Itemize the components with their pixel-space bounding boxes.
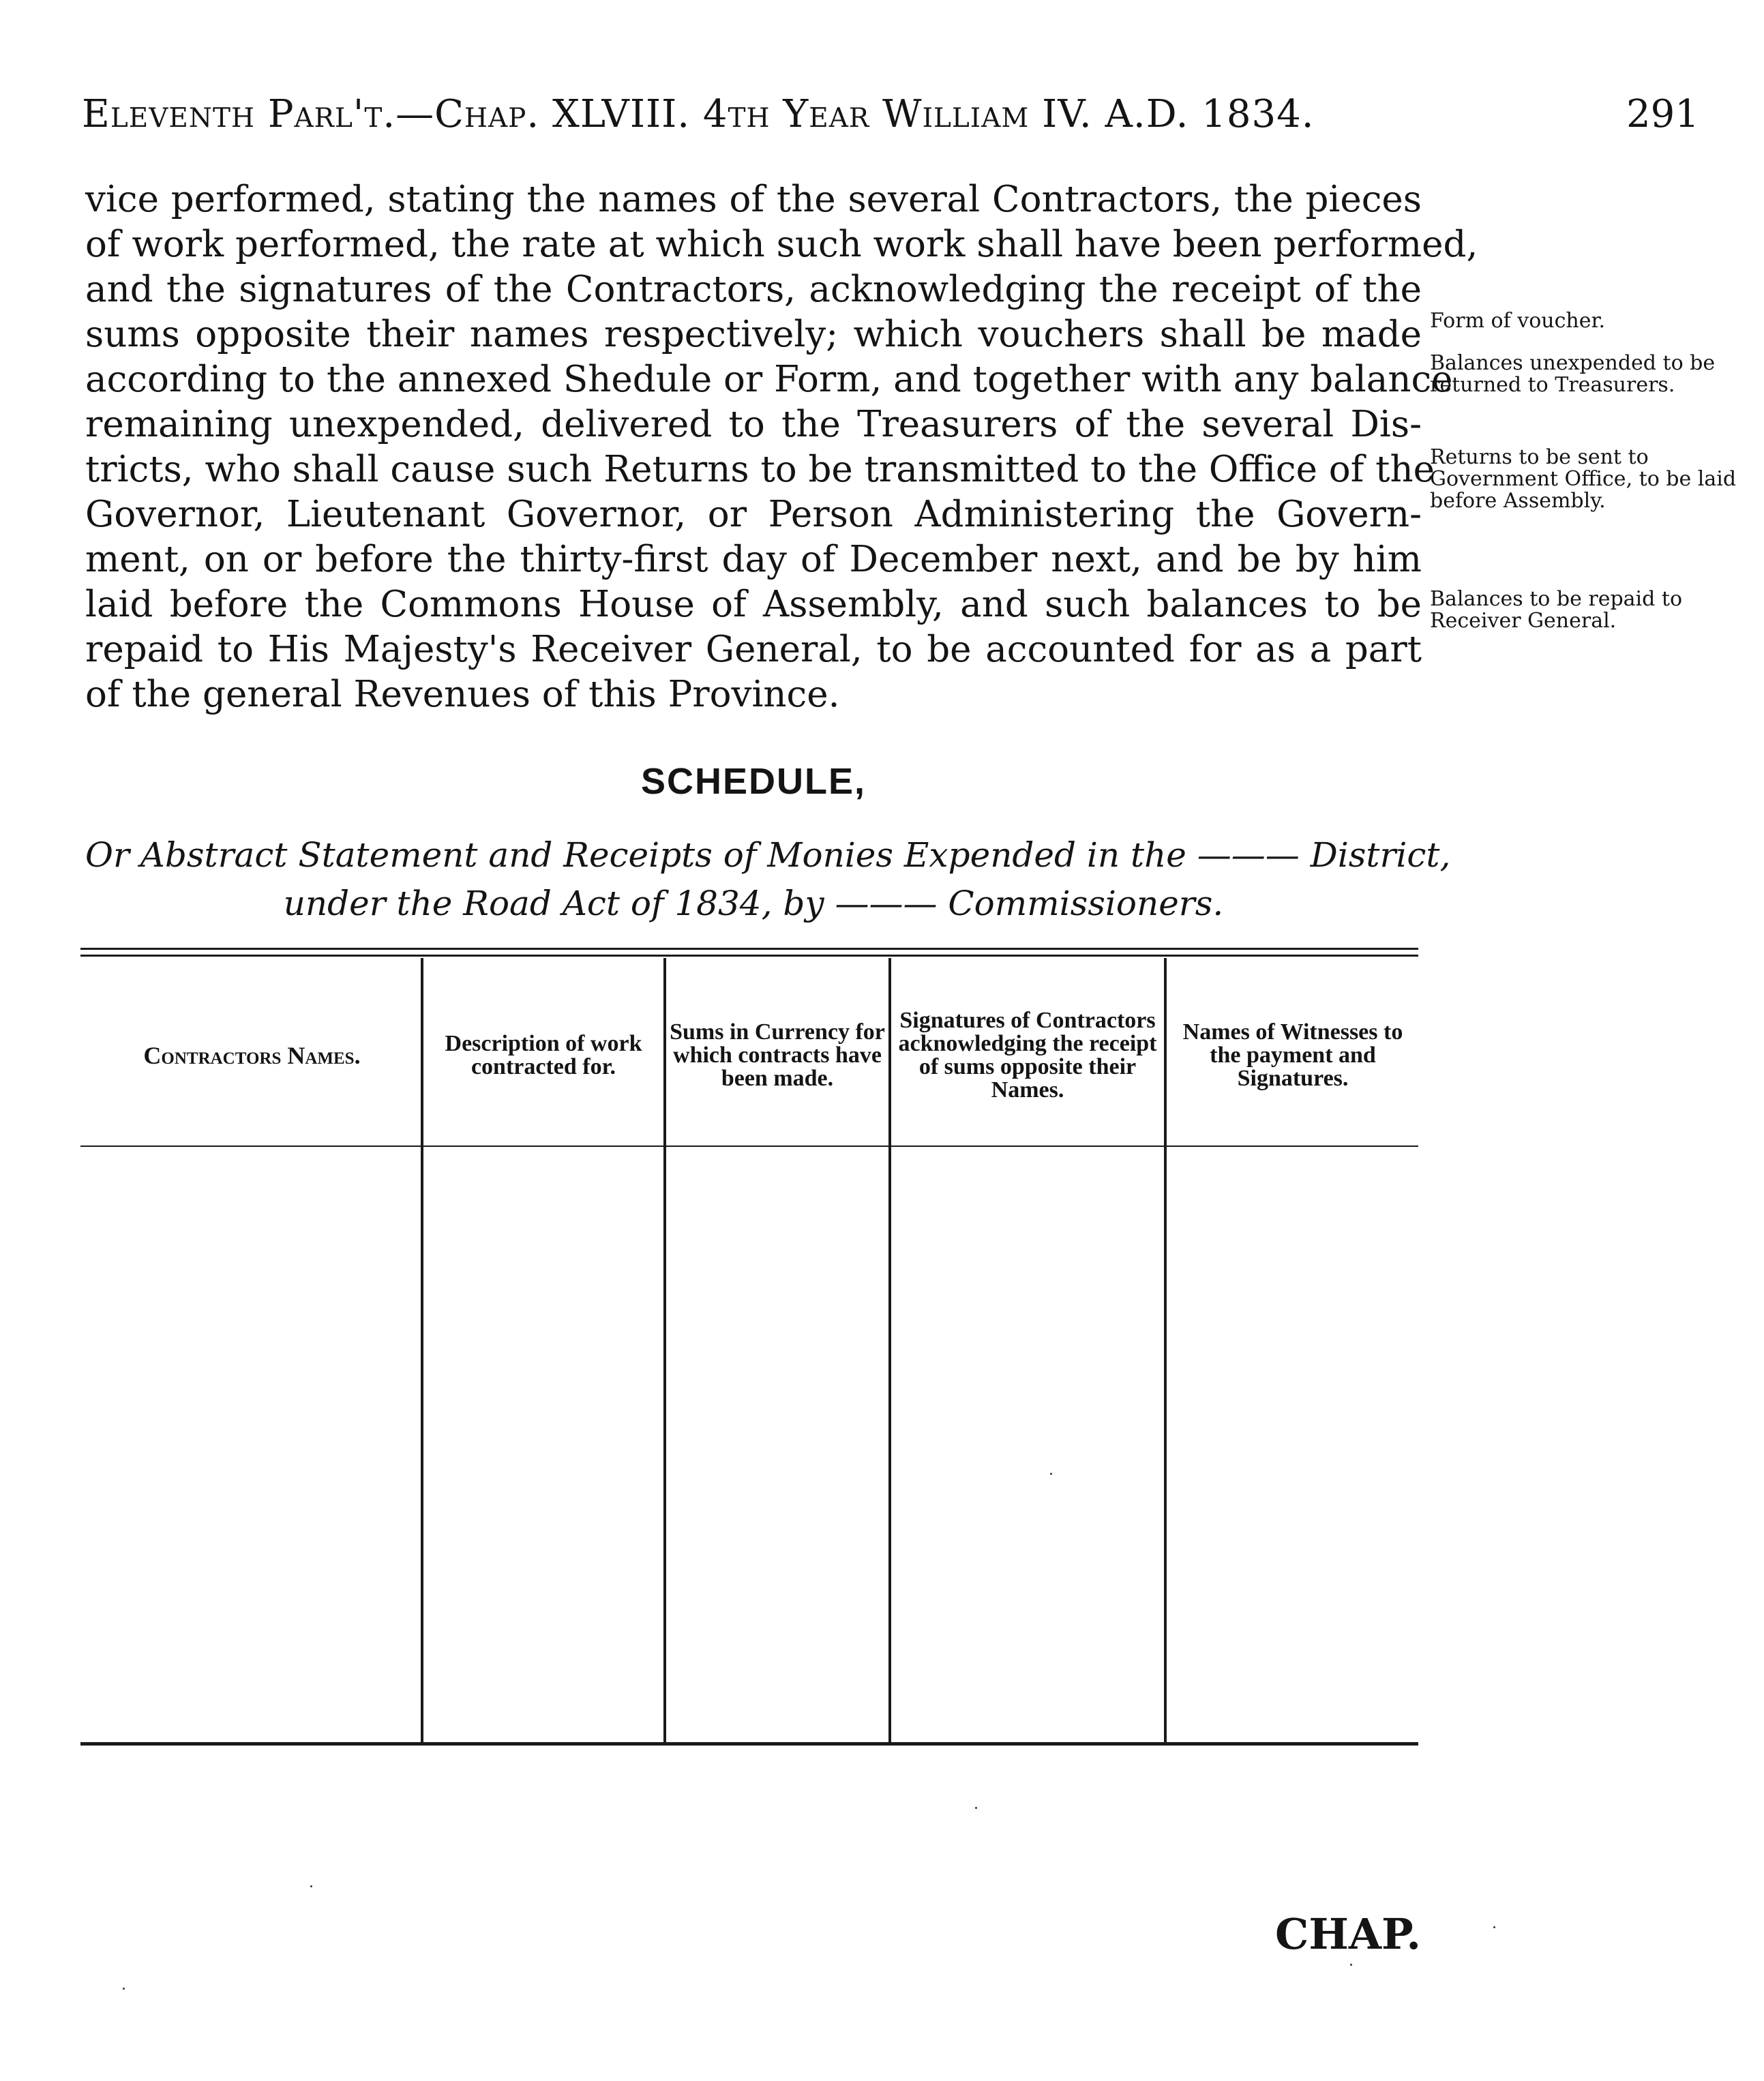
column-header-witnesses: Names of Witnesses to the payment and Signatures. [1182, 1019, 1403, 1091]
body-line: Governor, Lieutenant Governor, or Person Administering the Govern- [85, 494, 1422, 535]
print-speck [310, 1885, 312, 1887]
print-speck [1493, 1926, 1495, 1928]
body-line: laid before the Commons House of Assembly, and such balances to be [85, 584, 1422, 625]
margin-note: Balances to be repaid to Receiver General. [1430, 587, 1683, 633]
margin-note: Form of voucher. [1430, 309, 1606, 333]
column-header-signatures: Signatures of Contractors acknowledging the receipt of sums opposite their Names. [898, 1007, 1157, 1103]
print-speck [1350, 1964, 1352, 1966]
page-number: 291 [1626, 92, 1699, 136]
body-line: repaid to His Majesty's Receiver General, to be accounted for as a part [85, 629, 1422, 670]
body-line: remaining unexpended, delivered to the Treasurers of the several Dis- [85, 404, 1422, 445]
schedule-title: SCHEDULE, [640, 761, 867, 802]
table-bottom-rule [80, 1742, 1418, 1746]
print-speck [975, 1807, 977, 1809]
body-line: of work performed, the rate at which such work shall have been performed, [85, 224, 1478, 265]
running-title: Eleventh Parl't.—Chap. XLVIII. 4th Year William IV. A.D. 1834. [82, 92, 1315, 136]
body-line: according to the annexed Shedule or Form, and together with any balance [85, 359, 1453, 400]
table-header-rule [80, 1146, 1418, 1147]
schedule-subtitle: under the Road Act of 1834, by ——— Commissioners. [283, 884, 1224, 923]
body-line: sums opposite their names respectively; which vouchers shall be made [85, 314, 1422, 355]
print-speck [1050, 1473, 1052, 1475]
schedule-subtitle: Or Abstract Statement and Receipts of Monies Expended in the ——— District, [85, 835, 1451, 875]
margin-note: Returns to be sent to Government Office, to be laid before Assembly. [1430, 445, 1737, 513]
table-top-rule [80, 955, 1418, 957]
column-header-contractors: Contractors Names. [143, 1041, 361, 1069]
catchword: CHAP. [1275, 1909, 1421, 1959]
body-line: and the signatures of the Contractors, acknowledging the receipt of the [85, 269, 1422, 310]
print-speck [123, 1988, 125, 1990]
column-header-description: Description of work contracted for. [445, 1030, 642, 1079]
column-header-sums: Sums in Currency for which contracts have been made. [670, 1019, 885, 1091]
table-top-rule [80, 948, 1418, 950]
body-paragraph [85, 177, 1478, 717]
body-line: tricts, who shall cause such Returns to be transmitted to the Office of the [85, 449, 1435, 490]
body-line: vice performed, stating the names of the several Contractors, the pieces [85, 179, 1422, 220]
body-line: ment, on or before the thirty-first day of December next, and be by him [85, 539, 1422, 580]
margin-note: Balances unexpended to be returned to Treasurers. [1430, 351, 1716, 397]
body-line: of the general Revenues of this Province. [85, 674, 840, 715]
